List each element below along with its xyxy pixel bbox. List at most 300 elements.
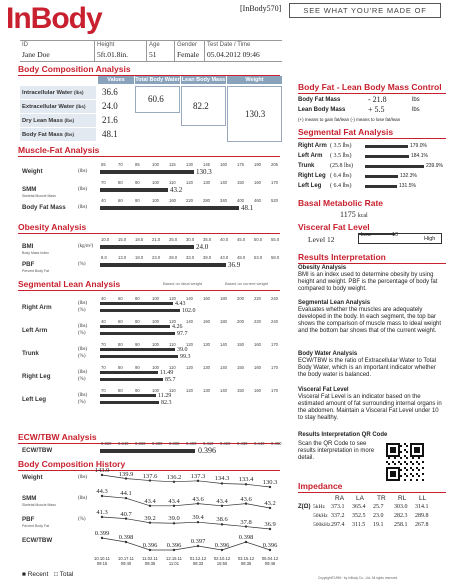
sla-unit-lbs: (lbs) — [78, 393, 88, 398]
lean-mass-label: Lean Body Mass — [298, 107, 346, 113]
scale-tick: 25.0 — [169, 237, 178, 242]
sla-unit-lbs: (lbs) — [78, 301, 88, 306]
scale-tick: 100 — [152, 388, 159, 393]
scale-tick: 0.400 — [186, 441, 197, 446]
level-bar — [100, 206, 239, 210]
level-bar — [100, 170, 194, 174]
scale-tick: 55.0 — [271, 237, 280, 242]
hist-point — [269, 549, 271, 551]
sla-row-label: Left Arm — [22, 327, 48, 334]
sla-unit-pct: (%) — [78, 377, 86, 382]
sfa-bar — [365, 155, 409, 158]
scale-tick: 140 — [220, 180, 227, 185]
interp-sl-text: Evaluates whether the muscles are adequately developed in the body. In each segment, the top bar shows the comparison of muscle mass to ideal weight and the bottom bar shows that of the current weight. — [298, 307, 442, 334]
bmr-value-line — [340, 211, 368, 220]
hist-point — [197, 502, 199, 504]
scale-tick: 15.0 — [118, 237, 127, 242]
interp-bw-text: ECW/TBW is the ratio of Extracellular Water to Total Body Water, which is an important indicator whether the body water is balanced. — [298, 358, 437, 378]
scale-tick: 35.0 — [203, 237, 212, 242]
scale-tick: 0.360 — [135, 441, 146, 446]
scale-tick: 170 — [271, 365, 278, 370]
imp-value: 289.8 — [415, 513, 429, 519]
bca-col-tbw: Total Body Water — [135, 77, 180, 83]
scale-tick: 130 — [203, 342, 210, 347]
hist-point — [125, 517, 127, 519]
hist-value: 43.4 — [168, 497, 180, 505]
scale-tick: 80 — [118, 365, 123, 370]
sla-bar-ideal — [100, 394, 156, 397]
sla-unit-pct: (%) — [78, 354, 86, 359]
scale-tick: 110 — [169, 365, 176, 370]
scale-tick: 70 — [101, 342, 106, 347]
imp-freq: 500kHz — [313, 522, 331, 528]
hist-point — [221, 482, 223, 484]
bca-row-value: 24.0 — [102, 101, 118, 111]
hist-value: 36.9 — [264, 521, 276, 528]
scale-tick: 43.0 — [220, 255, 229, 260]
hist-value: 0.396 — [214, 542, 230, 549]
sfa-pct: 132.3% — [400, 173, 417, 179]
bmr-value: 1175 — [340, 210, 356, 219]
sfa-bar — [365, 145, 408, 148]
hist-point — [197, 545, 199, 547]
gender-label: Gender — [177, 42, 198, 48]
hist-point — [269, 486, 271, 488]
sla-value-ideal: 39.0 — [177, 347, 188, 353]
scale-tick: 50.0 — [254, 237, 263, 242]
interp-ob-title: Obesity Analysis — [298, 265, 347, 271]
hist-value: 134.3 — [214, 475, 230, 483]
scale-tick: 0.430 — [237, 441, 248, 446]
imp-col: LA — [356, 495, 364, 502]
sla-unit-pct: (%) — [78, 400, 86, 405]
imp-value: 337.2 — [331, 513, 345, 519]
scale-tick: 160 — [254, 342, 261, 347]
ecw-value: 0.396 — [198, 446, 216, 455]
sla-value-ideal: 11.49 — [160, 370, 174, 376]
hist-value: 37.8 — [240, 518, 252, 526]
hist-date: 02.10.12 15:50 — [213, 556, 231, 566]
scale-tick: 120 — [169, 319, 176, 324]
imp-col: LL — [419, 495, 427, 502]
fat-unit: lbs — [412, 97, 420, 103]
ecw-label: ECW/TBW — [22, 447, 53, 454]
lean-unit: lbs — [412, 107, 420, 113]
sla-bar-ideal — [100, 302, 173, 305]
scale-tick: 205 — [271, 162, 278, 167]
sfa-row-label: Trunk — [298, 163, 315, 169]
lean-mass-control: + 5.5 — [368, 105, 385, 114]
scale-tick: 28.0 — [169, 255, 178, 260]
scale-tick: 100 — [152, 162, 159, 167]
scale-tick: 240 — [271, 296, 278, 301]
inbody-logo: InBody — [6, 2, 102, 35]
sfa-pct: 179.0% — [410, 143, 427, 149]
sla-bar-current — [100, 355, 178, 358]
lbm-value: 82.2 — [193, 101, 209, 111]
bca-row-value: 21.6 — [102, 115, 118, 125]
sla-unit-lbs: (lbs) — [78, 370, 88, 375]
sfa-bar — [365, 185, 397, 188]
scale-tick: 100 — [152, 342, 159, 347]
scale-tick: 120 — [186, 342, 193, 347]
sla-bar-ideal — [100, 348, 175, 351]
imp-value: 267.8 — [415, 522, 429, 528]
scale-tick: 58.0 — [271, 255, 280, 260]
scale-tick: 90 — [135, 342, 140, 347]
hist-title: Body Composition History — [18, 459, 280, 471]
scale-tick: 60 — [118, 198, 123, 203]
imp-value: 314.1 — [415, 504, 429, 510]
hist-point — [197, 480, 199, 482]
sla-unit-pct: (%) — [78, 308, 86, 313]
recent-checkbox[interactable]: ■ Recent — [22, 571, 49, 578]
interp-qr-title: Results Interpretation QR Code — [298, 432, 388, 438]
scale-tick: 85 — [135, 162, 140, 167]
sla-value-ideal: 4.43 — [175, 301, 186, 307]
bar-row-label: Weight — [22, 168, 43, 175]
imp-value: 25.7 — [373, 504, 384, 510]
sla-value-ideal: 11.29 — [158, 393, 172, 399]
hist-value: 0.398 — [238, 534, 254, 541]
hist-point — [221, 523, 223, 525]
scale-tick: 100 — [152, 198, 159, 203]
scale-tick: 100 — [152, 319, 159, 324]
sla-row-label: Trunk — [22, 350, 39, 357]
bca-row-value: 36.6 — [102, 87, 118, 97]
hist-value: 0.397 — [190, 538, 206, 545]
interp-qr-text: Scan the QR Code to see results interpretation in more detail. — [298, 441, 375, 461]
tbw-value: 60.6 — [148, 94, 164, 104]
sla-bar-current — [100, 378, 163, 381]
scale-tick: 150 — [237, 388, 244, 393]
scale-tick: 0.340 — [118, 441, 129, 446]
sfa-bar — [365, 165, 424, 168]
hist-value: 38.6 — [216, 516, 228, 524]
sfa-row-label: Left Arm — [298, 153, 323, 159]
hist-value: 43.2 — [264, 500, 276, 507]
sla-value-current: 99.3 — [180, 354, 191, 360]
hist-value: 0.399 — [94, 530, 110, 537]
hist-date: 05.04.12 09:46 — [261, 556, 279, 566]
scale-tick: 21.0 — [152, 237, 161, 242]
hist-value: 39.2 — [144, 514, 156, 522]
scale-tick: 160 — [254, 388, 261, 393]
hist-value: 43.6 — [192, 495, 204, 503]
sfa-title: Segmental Fat Analysis — [298, 127, 446, 139]
legend-current: Based on current weight — [225, 281, 269, 286]
qr-code-icon[interactable] — [386, 443, 424, 481]
imp-col: TR — [377, 495, 386, 502]
hist-point — [101, 474, 103, 476]
bar-row-label: SMM Skeletal Muscle Mass — [22, 186, 56, 198]
hist-date: 01.12.12 08:33 — [189, 556, 207, 566]
bca-row-label: Dry Lean Mass (lbs) — [20, 114, 96, 127]
sla-bar-current — [100, 309, 180, 312]
footer: Copyright©1996~ by InBody Co., Ltd. All rights reserved. — [318, 576, 399, 580]
imp-value: 311.5 — [352, 522, 366, 528]
hist-value: 43.4 — [144, 497, 156, 505]
hist-value: 44.3 — [96, 488, 108, 495]
hist-value: 43.6 — [240, 495, 252, 503]
hist-row-label: Weight — [22, 474, 43, 481]
bar-row-label: PBF Percent Body Fat — [22, 261, 50, 273]
scale-tick: 110 — [169, 388, 176, 393]
bar-value: 48.1 — [241, 204, 254, 212]
sfa-row-label: Right Arm — [298, 143, 327, 149]
hist-point — [149, 505, 151, 507]
imp-value: 297.4 — [331, 522, 345, 528]
bar-row-label: BMI Body Mass Index — [22, 243, 49, 255]
scale-tick: 150 — [237, 180, 244, 185]
scale-tick: 40.0 — [220, 237, 229, 242]
hist-value: 39.0 — [168, 515, 180, 523]
hist-point — [269, 528, 271, 530]
hist-row-unit: (%) — [78, 517, 86, 522]
hist-point — [173, 549, 175, 551]
scale-tick: 10.0 — [101, 237, 110, 242]
vfl-mid: 10 — [392, 232, 399, 238]
hist-point — [173, 505, 175, 507]
scale-tick: 60 — [118, 319, 123, 324]
scale-tick: 70 — [101, 180, 106, 185]
scale-tick: 170 — [271, 180, 278, 185]
hist-point — [101, 537, 103, 539]
bar-row-unit: (lbs) — [78, 187, 88, 192]
fat-mass-control: - 21.8 — [368, 95, 387, 104]
scale-tick: 48.0 — [237, 255, 246, 260]
hist-point — [245, 502, 247, 504]
level-bar — [100, 263, 226, 267]
scale-tick: 0.410 — [203, 441, 214, 446]
scale-tick: 33.0 — [186, 255, 195, 260]
hist-value: 40.7 — [120, 510, 132, 518]
height-value: 5ft.01.8in. — [97, 50, 129, 59]
scale-tick: 0.390 — [169, 441, 180, 446]
scale-tick: 280 — [203, 198, 210, 203]
imp-col: RL — [398, 495, 407, 502]
scale-tick: 140 — [220, 388, 227, 393]
model-label: [InBody570] — [240, 4, 282, 13]
imp-value: 373.1 — [331, 504, 345, 510]
bca-row-label: Intracellular Water (lbs) — [20, 86, 96, 99]
hist-point — [221, 505, 223, 507]
scale-tick: 240 — [271, 319, 278, 324]
scale-tick: 145 — [203, 162, 210, 167]
vfl-level-line: Level 12 — [308, 235, 335, 244]
hist-row-unit: (lbs) — [78, 475, 88, 480]
scale-tick: 40 — [101, 198, 106, 203]
interp-title: Results Interpretation — [298, 252, 446, 264]
vfl-title: Visceral Fat Level — [298, 222, 370, 232]
date-label: Test Date / Time — [207, 42, 251, 48]
scale-tick: 160 — [203, 319, 210, 324]
scale-tick: 70 — [101, 388, 106, 393]
sla-row-label: Right Arm — [22, 304, 52, 311]
hist-value: 0.396 — [166, 542, 182, 549]
scale-tick: 80 — [135, 296, 140, 301]
scale-tick: 120 — [169, 296, 176, 301]
imp-col: RA — [335, 495, 345, 502]
hist-row-label: ECW/TBW — [22, 537, 53, 544]
scale-tick: 340 — [220, 198, 227, 203]
scale-tick: 90 — [135, 388, 140, 393]
sla-value-current: 102.0 — [182, 308, 196, 314]
sla-unit-lbs: (lbs) — [78, 324, 88, 329]
hist-value: 41.3 — [96, 509, 108, 516]
sla-bar-ideal — [100, 371, 158, 374]
scale-tick: 520 — [271, 198, 278, 203]
bar-row-unit: (lbs) — [78, 205, 88, 210]
scale-tick: 60 — [118, 296, 123, 301]
total-checkbox[interactable]: □ Total — [54, 571, 74, 578]
scale-tick: 160 — [203, 296, 210, 301]
imp-value: 365.4 — [352, 504, 366, 510]
hist-point — [173, 522, 175, 524]
scale-tick: 160 — [254, 365, 261, 370]
bar-value: 130.3 — [196, 168, 212, 176]
imp-value: 352.5 — [352, 513, 366, 519]
imp-freq: 50kHz — [313, 513, 328, 519]
scale-tick: 0.320 — [101, 441, 112, 446]
scale-tick: 200 — [237, 319, 244, 324]
hist-point — [245, 525, 247, 527]
hist-point — [149, 522, 151, 524]
scale-tick: 23.0 — [152, 255, 161, 260]
control-note: (+) means to gain fat/lean (-) means to lose fat/lean — [298, 117, 401, 122]
sfa-pct: 184.1% — [411, 153, 428, 159]
scale-tick: 150 — [237, 365, 244, 370]
sla-value-current: 82.3 — [161, 400, 172, 406]
bca-row-value: 48.1 — [102, 129, 118, 139]
hist-point — [149, 549, 151, 551]
hist-point — [101, 516, 103, 518]
hist-point — [125, 541, 127, 543]
hist-value: 136.2 — [166, 473, 182, 481]
scale-tick: 190 — [254, 162, 261, 167]
imp-value: 19.1 — [373, 522, 384, 528]
hist-date: 03.15.12 08:35 — [237, 556, 255, 566]
hist-value: 137.3 — [190, 472, 206, 480]
imp-value: 303.0 — [394, 504, 408, 510]
patient-id-row — [20, 40, 282, 62]
scale-tick: 13.0 — [118, 255, 127, 260]
hist-date: 10.10.11 09:15 — [94, 556, 110, 566]
scale-tick: 115 — [169, 162, 176, 167]
scale-tick: 80 — [135, 198, 140, 203]
hist-point — [101, 495, 103, 497]
scale-tick: 30.0 — [186, 237, 195, 242]
sfa-row-label: Right Leg — [298, 173, 326, 179]
scale-tick: 8.0 — [101, 255, 107, 260]
bar-row-unit: (lbs) — [78, 169, 88, 174]
hist-point — [197, 521, 199, 523]
hist-value: 43.4 — [216, 497, 228, 505]
sla-title: Segmental Lean Analysis — [18, 279, 280, 291]
bca-title: Body Composition Analysis — [18, 64, 280, 76]
weight-value: 130.3 — [245, 109, 266, 119]
scale-tick: 140 — [186, 296, 193, 301]
scale-tick: 160 — [254, 180, 261, 185]
scale-tick: 53.0 — [254, 255, 263, 260]
motto-box: SEE WHAT YOU'RE MADE OF — [289, 3, 441, 18]
scale-tick: 100 — [152, 180, 159, 185]
sfa-pct: 239.9% — [426, 163, 443, 169]
sfa-row-value: ( 3.5 lbs) — [330, 153, 352, 159]
imp-value: 258.1 — [394, 522, 408, 528]
age-label: Age — [149, 42, 160, 48]
scale-tick: 130 — [203, 180, 210, 185]
scale-tick: 80 — [118, 342, 123, 347]
scale-tick: 120 — [186, 365, 193, 370]
scale-tick: 80 — [118, 180, 123, 185]
scale-tick: 100 — [152, 296, 159, 301]
bca-col-values: Values — [98, 76, 134, 84]
scale-tick: 170 — [271, 342, 278, 347]
hist-date: 10.17.11 09:40 — [118, 556, 134, 566]
bar-row-unit: (%) — [78, 262, 86, 267]
hist-point — [245, 541, 247, 543]
age-value: 51 — [149, 50, 157, 59]
scale-tick: 130 — [186, 162, 193, 167]
hist-point — [269, 507, 271, 509]
hist-value: 0.396 — [262, 542, 278, 549]
sla-value-current: 97.7 — [177, 331, 188, 337]
scale-tick: 160 — [169, 198, 176, 203]
bmr-unit: kcal — [357, 213, 368, 219]
id-value: Jane Doe — [22, 50, 50, 59]
sla-value-ideal: 4.26 — [172, 324, 183, 330]
hist-point — [173, 481, 175, 483]
interp-vf-title: Visceral Fat Level — [298, 387, 349, 393]
scale-tick: 55 — [101, 162, 106, 167]
scale-tick: 40 — [101, 296, 106, 301]
sla-row-label: Right Leg — [22, 373, 51, 380]
hist-value: 130.3 — [262, 479, 278, 486]
ecw-bar — [100, 449, 195, 453]
scale-tick: 40 — [101, 319, 106, 324]
sfa-row-label: Left Leg — [298, 183, 322, 189]
bar-row-unit: (kg/m²) — [78, 244, 94, 249]
scale-tick: 460 — [254, 198, 261, 203]
hist-value: 0.396 — [142, 542, 158, 549]
height-label: Height — [97, 42, 115, 48]
mfa-title: Muscle-Fat Analysis — [18, 145, 280, 157]
scale-tick: 140 — [220, 365, 227, 370]
bar-row-label: Body Fat Mass — [22, 204, 66, 211]
scale-tick: 180 — [220, 319, 227, 324]
hist-row-label: SMM Skeletal Muscle Mass — [22, 495, 56, 507]
imp-value: 282.3 — [394, 513, 408, 519]
scale-tick: 110 — [169, 342, 176, 347]
scale-tick: 90 — [135, 180, 140, 185]
bar-value: 36.9 — [228, 261, 241, 269]
fat-mass-label: Body Fat Mass — [298, 97, 341, 103]
hist-value: 0.398 — [118, 534, 134, 541]
scale-tick: 18.5 — [135, 237, 144, 242]
scale-tick: 70 — [101, 365, 106, 370]
scale-tick: 220 — [254, 319, 261, 324]
hist-value: 133.4 — [238, 476, 254, 484]
date-value: 05.04.2012 09:46 — [207, 50, 260, 59]
scale-tick: 80 — [135, 319, 140, 324]
scale-tick: 90 — [135, 365, 140, 370]
scale-tick: 80 — [118, 388, 123, 393]
sla-bar-current — [100, 401, 159, 404]
hist-point — [149, 479, 151, 481]
interp-vf-text: Visceral Fat Level is an indicator based on the estimated amount of fat surrounding internal organs in the abdomen. Maintain a Visceral Fat Level under 10 to stay healthy. — [298, 394, 442, 421]
sfa-pct: 131.5% — [399, 183, 416, 189]
